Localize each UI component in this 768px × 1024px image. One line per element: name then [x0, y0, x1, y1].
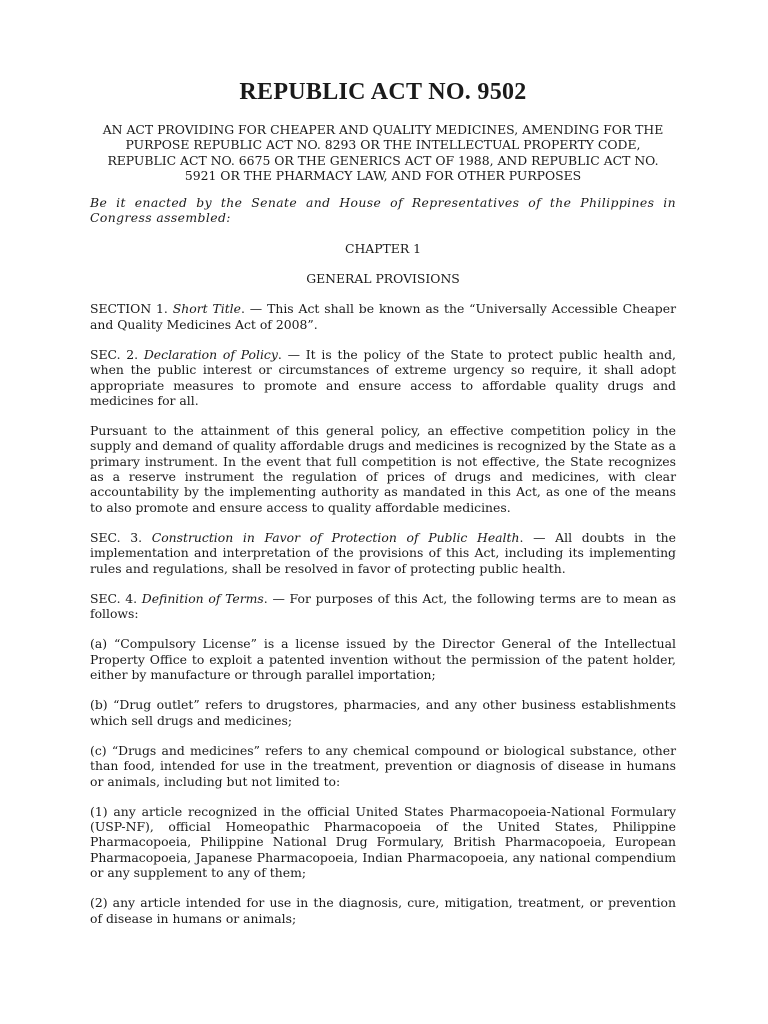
section-number: SEC. 2. [90, 346, 144, 362]
definition-c-1: (1) any article recognized in the official United States Pharmacopoeia-National Formulary (USP-NF), official Homeopathic Pharmacopoeia of the United States, Philippine Pharmacopoeia, Philippine National Drug Formulary, British Pharmacopoeia, European Pharmacopoeia, Japanese Pharmacopoeia, Indian Pharmacopoeia, any national compendium or any supplement to any of them; [90, 803, 676, 880]
section-body: . — This Act shall be known as the “Universally Accessible Cheaper and Quality Medicines Act of 2008”. [90, 301, 676, 332]
section-1 [90, 301, 676, 332]
enacting-clause: Be it enacted by the Senate and House of Representatives of the Philippines in Congress assembled: [90, 195, 676, 226]
definition-a: (a) “Compulsory License” is a license issued by the Director General of the Intellectual Property Office to exploit a patented invention without the permission of the patent holder, either by manufacture or through parallel importation; [90, 636, 676, 683]
paragraph-policy-implementation: Pursuant to the attainment of this general policy, an effective competition policy in the supply and demand of quality affordable drugs and medicines is recognized by the State as a primary instrument. In the event that full competition is not effective, the State recognizes as a reserve instrument the regulation of prices of drugs and medicines, with clear accountability by the implementing authority as mandated in this Act, as one of the means to also promote and ensure access to quality affordable medicines. [90, 423, 676, 515]
act-subtitle: AN ACT PROVIDING FOR CHEAPER AND QUALITY MEDICINES, AMENDING FOR THE PURPOSE REPUBLIC ACT NO. 8293 OR THE INTELLECTUAL PROPERTY CODE, REPUBLIC ACT NO. 6675 OR THE GENERICS ACT OF 1988, AND REPUBLIC ACT NO. 5921 OR THE PHARMACY LAW, AND FOR OTHER PURPOSES [102, 122, 664, 183]
section-4 [90, 591, 676, 622]
section-heading: Short Title [172, 301, 241, 317]
section-2 [90, 347, 676, 408]
definition-b: (b) “Drug outlet” refers to drugstores, pharmacies, and any other business establishments which sell drugs and medicines; [90, 697, 676, 728]
section-heading: Declaration of Policy [143, 346, 278, 362]
section-number: SECTION 1. [90, 301, 173, 317]
section-body: . — All doubts in the implementation and interpretation of the provisions of this Act, including its implementing rules and regulations, shall be resolved in favor of protecting public health. [90, 529, 676, 576]
section-number: SEC. 3. [90, 529, 152, 545]
chapter-heading: CHAPTER 1 [344, 240, 422, 256]
section-3 [90, 530, 676, 576]
definition-c: (c) “Drugs and medicines” refers to any chemical compound or biological substance, other than food, intended for use in the treatment, prevention or diagnosis of disease in humans or animals, including but not limited to: [90, 742, 676, 789]
section-number: SEC. 4. [90, 590, 142, 606]
document-title: REPUBLIC ACT NO. 9502 [239, 79, 527, 105]
section-body: . — For purposes of this Act, the following terms are to mean as follows: [90, 590, 676, 622]
definition-c-2: (2) any article intended for use in the diagnosis, cure, mitigation, treatment, or prevention of disease in humans or animals; [90, 895, 676, 926]
section-body: . — It is the policy of the State to protect public health and, when the public interest or circumstances of extreme urgency so require, it shall adopt appropriate measures to promote and ensure access to affordable quality drugs and medicines for all. [90, 346, 676, 408]
section-heading: Definition of Terms [141, 590, 264, 606]
section-heading: Construction in Favor of Protection of Public Health [151, 529, 520, 545]
document-page [90, 78, 676, 941]
chapter-title: GENERAL PROVISIONS [306, 271, 460, 287]
